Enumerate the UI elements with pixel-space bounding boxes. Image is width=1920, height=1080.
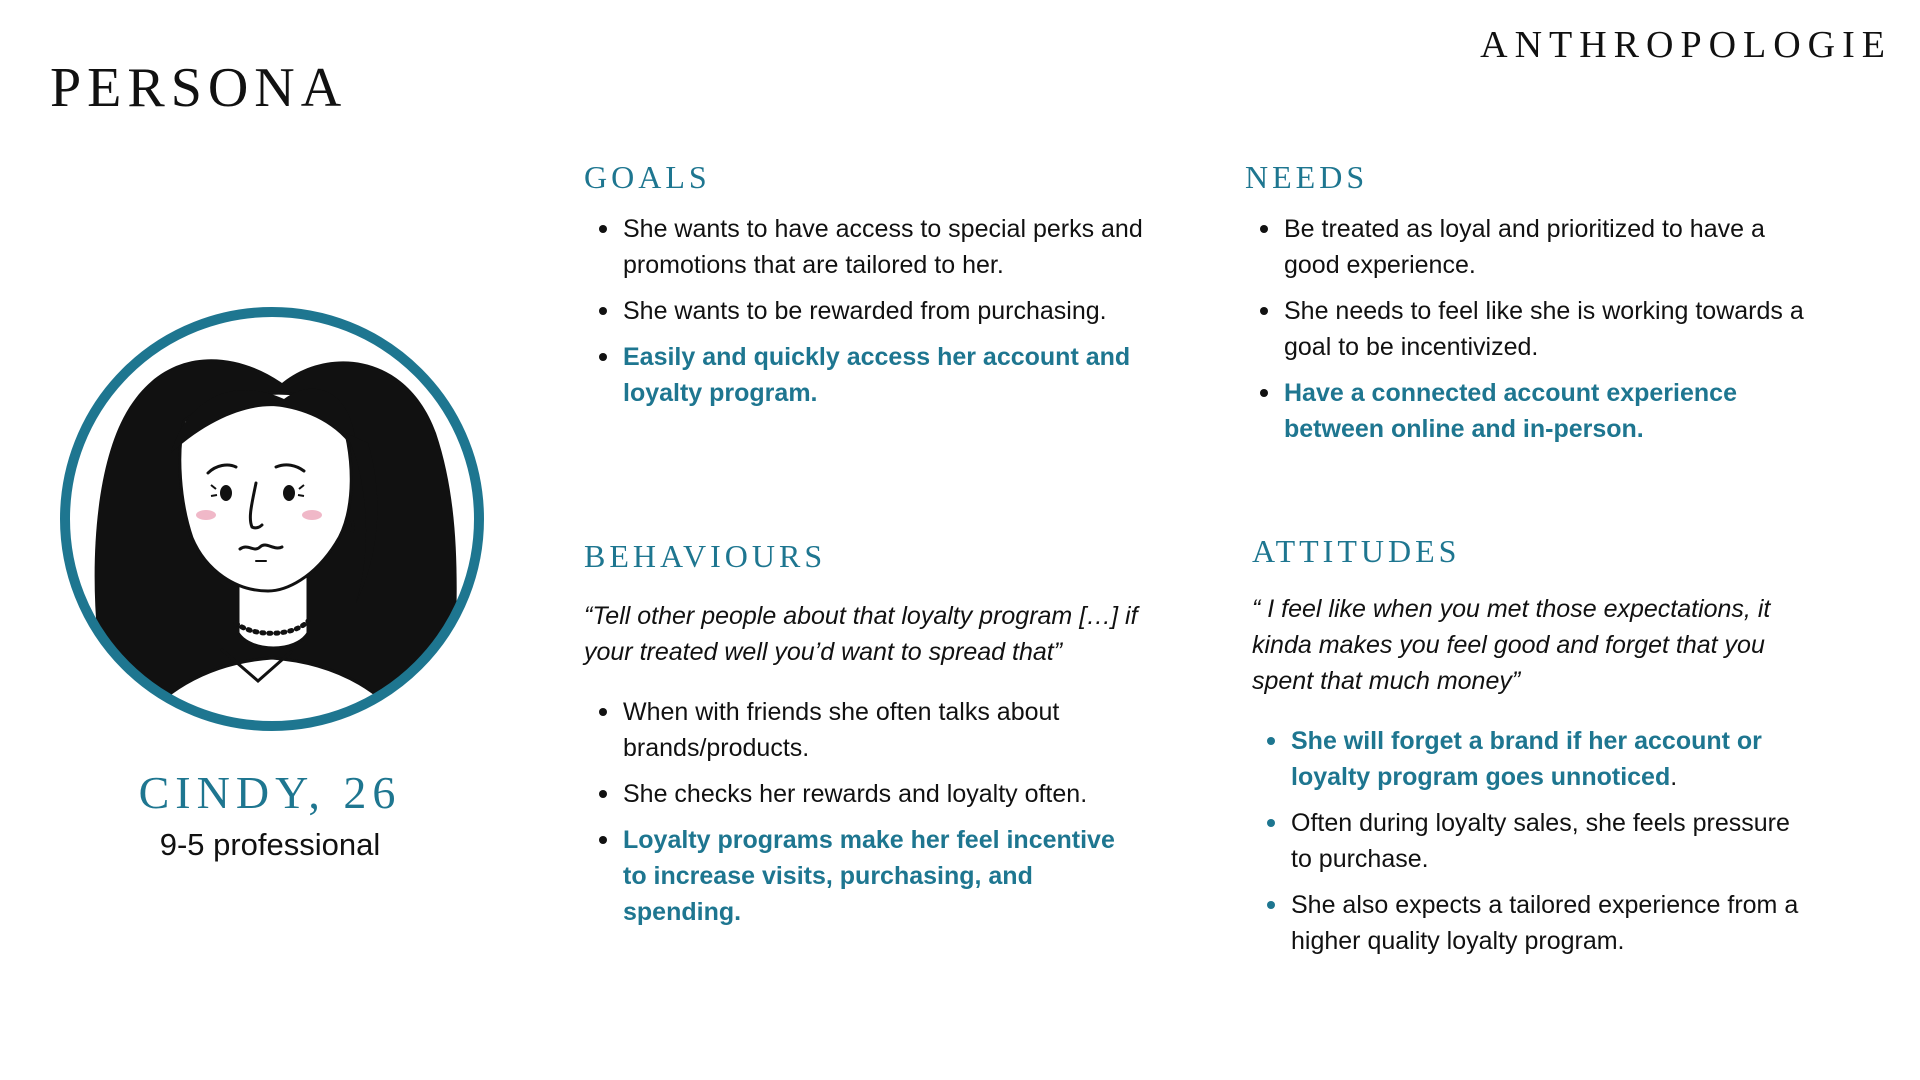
needs-section <box>1245 161 1805 457</box>
attitude-item: Often during loyalty sales, she feels pressure to purchase. <box>1252 805 1812 877</box>
need-item: She needs to feel like she is working towards a goal to be incentivized. <box>1245 293 1805 365</box>
need-item-highlight: Have a connected account experience between online and in-person. <box>1245 375 1805 447</box>
attitude-item: She also expects a tailored experience from a higher quality loyalty program. <box>1252 887 1812 959</box>
goal-item: She wants to be rewarded from purchasing. <box>584 293 1144 329</box>
goals-heading: GOALS <box>584 159 711 195</box>
need-item: Be treated as loyal and prioritized to have a good experience. <box>1245 211 1805 283</box>
goal-item-highlight: Easily and quickly access her account and loyalty program. <box>584 339 1144 411</box>
attitude-item-period: . <box>1670 763 1678 791</box>
attitudes-section <box>1252 535 1812 969</box>
persona-role: 9-5 professional <box>159 827 381 862</box>
attitudes-quote: “ I feel like when you met those expectations, it kinda makes you feel good and forget that you spent that much money” <box>1252 595 1771 695</box>
page-title: PERSONA <box>50 57 348 119</box>
needs-heading: NEEDS <box>1245 159 1369 195</box>
persona-name: CINDY, 26 <box>138 767 402 818</box>
behaviours-quote: “Tell other people about that loyalty program […] if your treated well you’d want to spread that” <box>584 602 1138 666</box>
behaviours-section <box>584 540 1144 940</box>
behaviour-item: She checks her rewards and loyalty often. <box>584 776 1144 812</box>
behaviour-item: When with friends she often talks about brands/products. <box>584 694 1144 766</box>
goals-section <box>584 161 1144 421</box>
brand-logo: ANTHROPOLOGIE <box>1480 24 1892 66</box>
goal-item: She wants to have access to special perks and promotions that are tailored to her. <box>584 211 1144 283</box>
attitude-item-text: She will forget a brand if her account or loyalty program goes unnoticed <box>1291 727 1762 791</box>
persona-avatar <box>56 303 488 735</box>
attitude-item-highlight <box>1252 723 1812 795</box>
behaviour-item-highlight: Loyalty programs make her feel incentive to increase visits, purchasing, and spending. <box>584 822 1144 930</box>
behaviours-heading: BEHAVIOURS <box>584 538 827 574</box>
attitudes-heading: ATTITUDES <box>1252 533 1461 569</box>
